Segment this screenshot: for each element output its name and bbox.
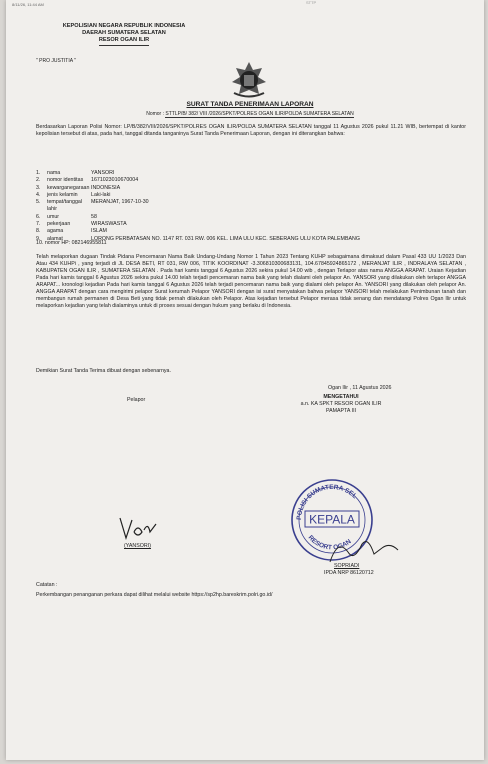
stamp-bottom-text: RESORT OGAN bbox=[306, 534, 353, 552]
pro-justitia: " PRO JUSTITIA " bbox=[36, 58, 76, 64]
stamp-top-text: POLISI SUMATERA SEL bbox=[295, 483, 359, 521]
notes-label: Catatan : bbox=[36, 582, 58, 588]
letterhead-line-2: DAERAH SUMATERA SELATAN bbox=[82, 30, 166, 36]
letterhead bbox=[24, 23, 224, 46]
field-row: 7. pekerjaan WIRASWASTA bbox=[36, 221, 127, 228]
acknowledgement-block bbox=[266, 394, 416, 414]
letterhead-line-1: KEPOLISIAN NEGARA REPUBLIK INDONESIA bbox=[62, 23, 186, 29]
field-row: 2. nomor identitas 1671023010670004 bbox=[36, 177, 139, 184]
stamp-center-text: KEPALA bbox=[309, 512, 355, 527]
document-page bbox=[6, 0, 484, 760]
intro-paragraph: Berdasarkan Laporan Polisi Nomor: LP/B/382/VIII/2026/SPKT/POLRES OGAN ILIR/POLDA SUMATERA SELATAN tanggal 11 Agustus 2026 pukul 11.21 WIB, bertempat di kantor kepolisian tersebut di atas, pada hari, tanggal ditanda tanganinya Surat Tanda Penerimaan Laporan, dengan ini diterangkan bahwa: bbox=[36, 124, 466, 137]
letterhead-line-3: RESOR OGAN ILIR bbox=[99, 37, 149, 46]
reporter-label: Pelapor bbox=[127, 397, 146, 403]
field-row: 1. nama YANSORI bbox=[36, 170, 115, 176]
closing-statement: Demikian Surat Tanda Terima dibuat dengan sebenarnya. bbox=[36, 368, 171, 374]
corner-text: STTP bbox=[306, 0, 317, 5]
document-title: SURAT TANDA PENERIMAAN LAPORAN bbox=[186, 101, 314, 108]
reporter-fields bbox=[36, 170, 481, 243]
phone-number: 10. nomor HP: 082146955811 bbox=[36, 240, 107, 246]
on-behalf-label: a.n. KA SPKT RESOR OGAN ILIR bbox=[300, 400, 382, 407]
place-date: Ogan Ilir , 11 Agustus 2026 bbox=[328, 385, 392, 391]
field-row: 5. tempat/tanggal lahir MERANJAT, 1967-10-30 bbox=[36, 199, 149, 213]
field-row: 9. alamat LORONG PERBATASAN NO. 1147 RT. 031 RW. 006 KEL. LIMA ULU KEC. SEBERANG ULU KOTA PALEMBANG bbox=[36, 235, 360, 242]
document-number bbox=[6, 111, 488, 117]
officer-name: SOPRIADI bbox=[334, 563, 360, 569]
mengetahui-label: MENGETAHUI bbox=[323, 394, 359, 400]
reporter-name: (YANSORI) bbox=[124, 543, 151, 549]
pamapta-label: PAMAPTA III bbox=[325, 407, 357, 414]
notes-text: Perkembangan penanganan perkara dapat dilihat melalui website https://sp2hp.bareskrim.polri.go.id/ bbox=[36, 592, 273, 598]
status-time: 8/11/26, 11:44 AM bbox=[12, 2, 44, 7]
police-emblem-icon bbox=[228, 60, 270, 100]
document-number-value: STTLP/B/ 382/ VIII /2026/SPKT/POLRES OGAN ILIR/POLDA SUMATERA SELATAN bbox=[165, 111, 354, 117]
field-row: 4. jenis kelamin Laki-laki bbox=[36, 191, 111, 198]
reporter-signature bbox=[116, 510, 161, 544]
report-body: Telah melaporkan dugaan Tindak Pidana Pencemaran Nama Baik Undang-Undang Nomor 1 Tahun 2023 Tentang KUHP sebagaimana dimaksud dalam Pasal 433 UU 1/2023 Dan Atau 434 KUHPi , yang terjadi di JL DESA BETI, RT 031, RW 006, TITIK KOORDINAT -3.306810300683131, 104.67845924865172 , MERANJAT ILIR , INDRALAYA SELATAN , KABUPATEN OGAN ILIR , SUMATERA SELATAN . Pada hari kamis tanggal 6 Agustus 2026 sekira pukul 14.00 wib , dengan Terlapor atas nama ANGGA ARAPAT. Uraian Kejadian Pada hari kamis tanggal 6 Agustus 2026 sekira pukul 14.00 telah terjadi pencemaran nama baik yang telah dialami oleh pelapor An. YANSORI yang dilakukan oleh terlapor ANGGA ARAPAT... kronologi kejadian Pada hari kamis tanggal 6 Agustus 2026 telah terjadi pencemaran nama baik yang dialami oleh pelapor An. YANSORI yang dilakukan oleh pelapor An. ANGGA ARAPAT dengan cara mengirimi pelapor Surat kerumah Pelapor YANSORI dengan isi surat menyatakan bahwa pelapor YANSORI telah melakukan Penimbunan tanah dan membangun rumah permanen di Desa Beti yang tidak pernah dilakukan oleh Pelapor. Atas kejadian tersebut Pelapor merasa tidak senang dan mendatangi Polres Ogan Ilir untuk melaporkan kejadian yang telah dialaminya untuk di proses sesuai dengan hukum yang berlaku di Indonesia. bbox=[36, 254, 466, 309]
field-row: 6. umur 58 bbox=[36, 213, 97, 220]
field-row: 8. agama ISLAM bbox=[36, 228, 107, 235]
officer-nrp: IPDA NRP 86120712 bbox=[324, 570, 374, 576]
document-number-label: Nomor : bbox=[146, 111, 164, 117]
field-row: 3. kewarganegaraan INDONESIA bbox=[36, 184, 121, 191]
